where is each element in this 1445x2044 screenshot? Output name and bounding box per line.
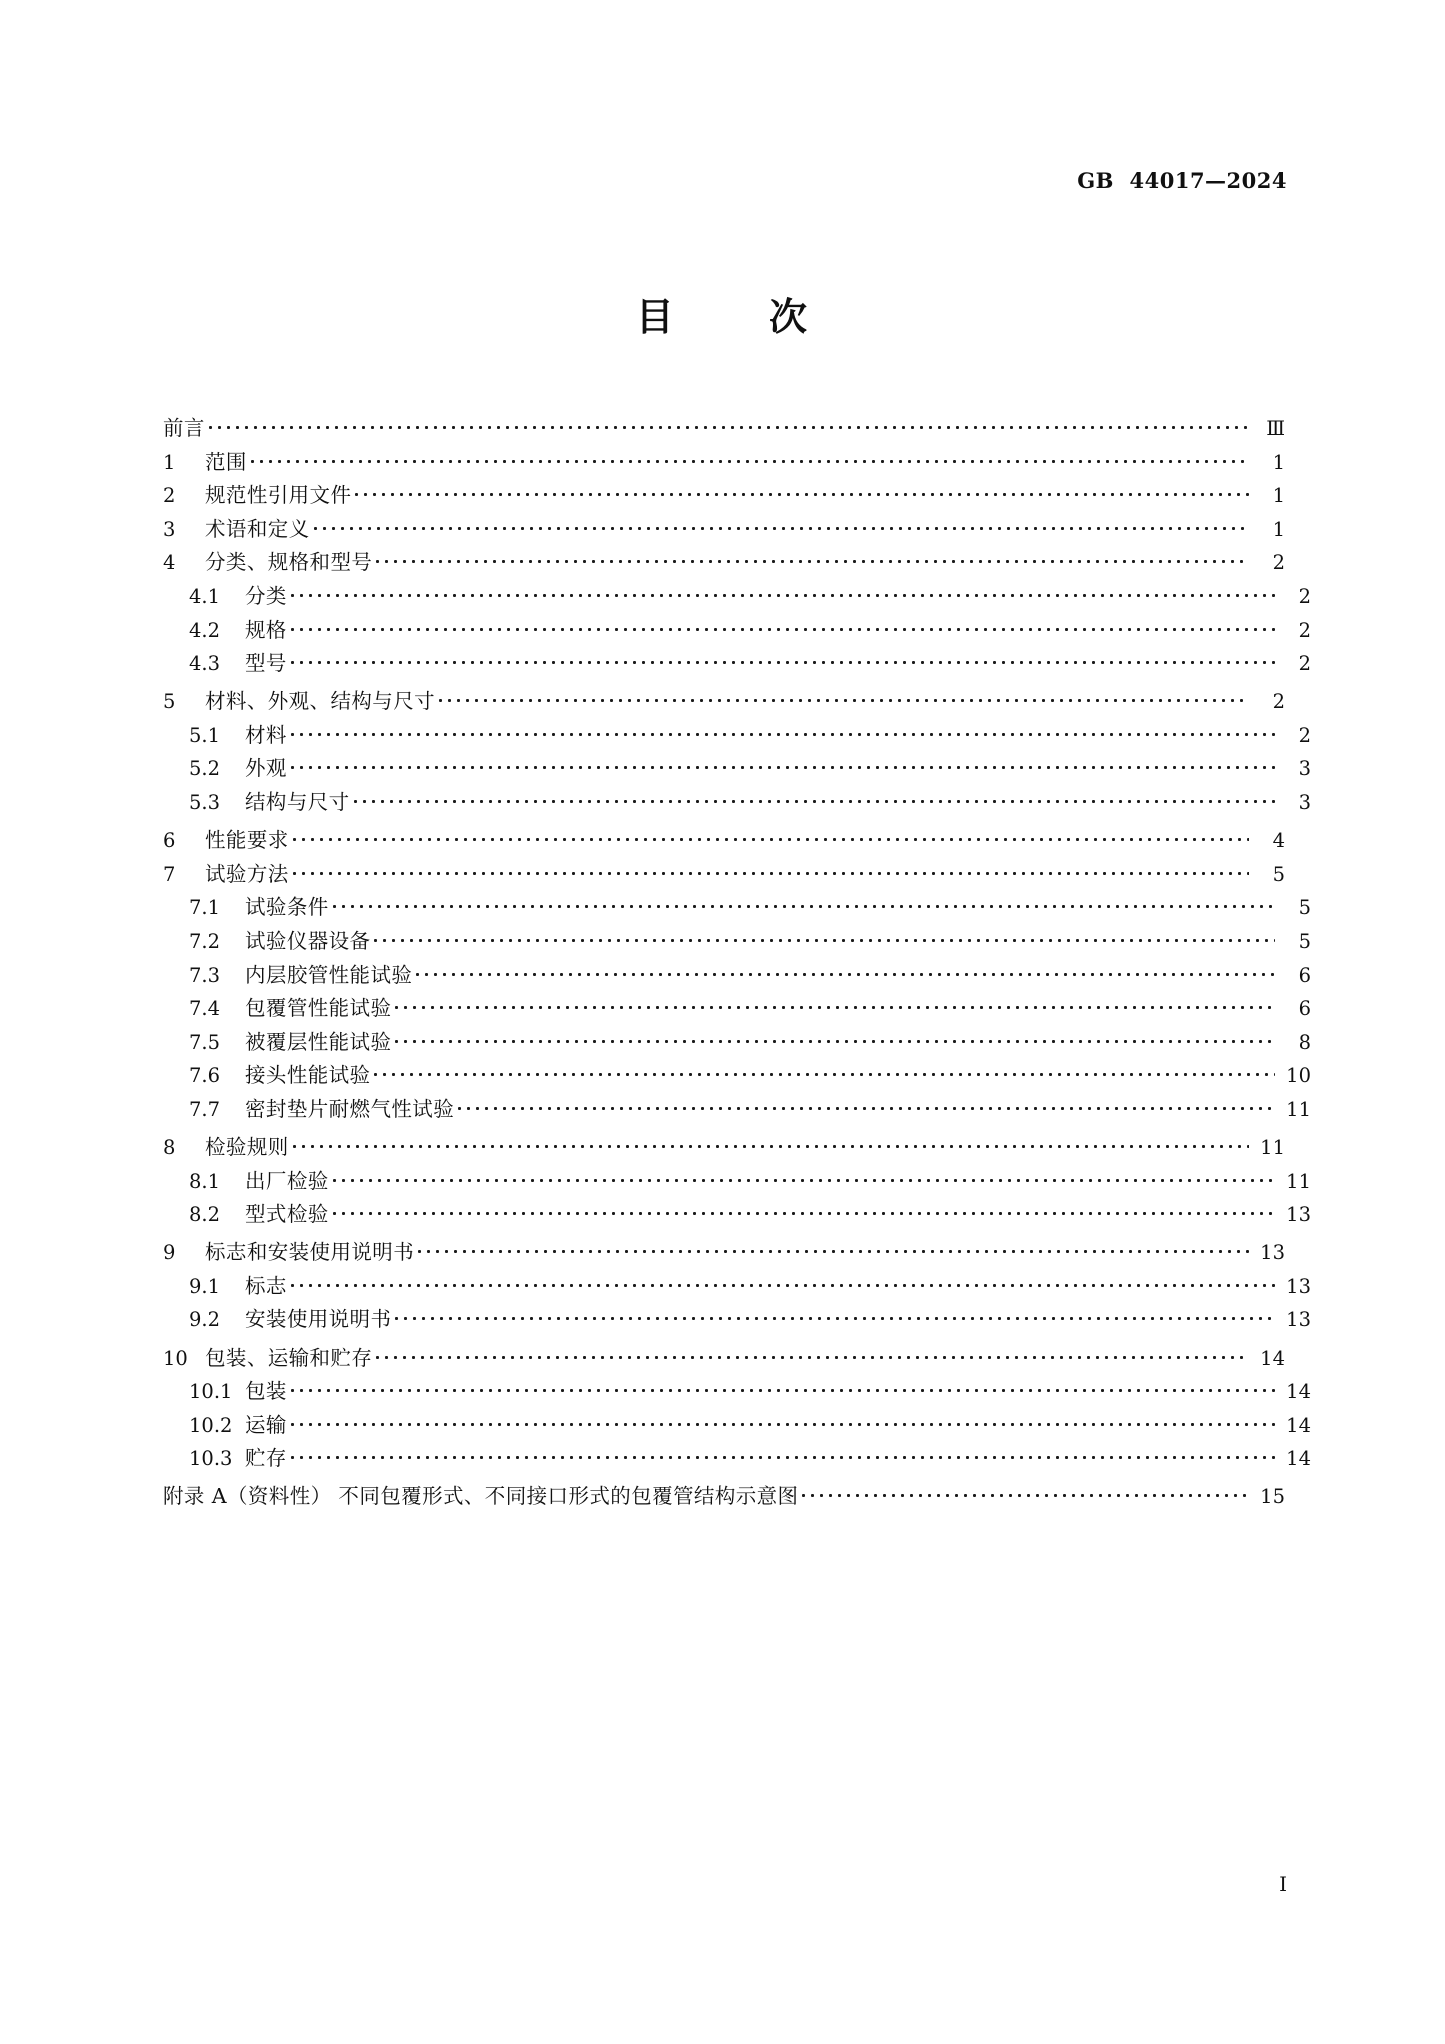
toc-leader-dots [395, 1029, 1275, 1049]
toc-entry-label: 被覆层性能试验 [245, 1029, 392, 1054]
toc-entry-page-number: 13 [1286, 1203, 1311, 1227]
toc-entry-page-number: 14 [1260, 1346, 1285, 1370]
toc-entry-page-number: 6 [1298, 963, 1311, 987]
toc-entry-page-number: 14 [1286, 1380, 1311, 1404]
toc-leader-dots [291, 617, 1275, 637]
toc-entry[interactable] [163, 786, 1311, 820]
toc-entry-label: 接头性能试验 [245, 1063, 371, 1088]
toc-entry-label: 材料 [245, 722, 287, 747]
toc-entry[interactable] [163, 1409, 1311, 1443]
toc-entry-label: 范围 [205, 449, 247, 474]
standard-code-header: GB 44017—2024 [1077, 168, 1287, 193]
toc-entry-page-number: 13 [1286, 1274, 1311, 1298]
toc-entry-number: 10.3 [189, 1447, 233, 1471]
toc-entry[interactable] [163, 1059, 1311, 1093]
toc-entry-page-number: 6 [1298, 997, 1311, 1021]
toc-entry-page-number: 13 [1260, 1241, 1285, 1265]
table-of-contents [163, 412, 1311, 1514]
toc-entry[interactable] [163, 992, 1311, 1026]
toc-entry[interactable] [163, 1026, 1311, 1060]
toc-leader-dots [293, 861, 1249, 881]
toc-leader-dots [802, 1483, 1249, 1503]
toc-entry-number: 10 [163, 1346, 188, 1370]
toc-entry-page-number: 1 [1272, 484, 1285, 508]
toc-entry-number: 9 [163, 1241, 176, 1265]
toc-entry-number: 7.7 [189, 1097, 221, 1121]
toc-entry-page-number: 5 [1298, 896, 1311, 920]
toc-entry-number: 8 [163, 1135, 176, 1159]
toc-entry-number: 9.2 [189, 1308, 221, 1332]
toc-entry-number: 7.6 [189, 1064, 221, 1088]
toc-entry-label: 包覆管性能试验 [245, 996, 392, 1021]
toc-entry-number: 9.1 [189, 1274, 221, 1298]
toc-entry-label: 贮存 [245, 1446, 287, 1471]
toc-entry[interactable] [163, 959, 1311, 993]
toc-entry-label: 型号 [245, 651, 287, 676]
toc-entry-page-number: 8 [1298, 1030, 1311, 1054]
toc-entry-label: 标志和安装使用说明书 [205, 1240, 415, 1265]
toc-leader-dots [416, 962, 1275, 982]
toc-entry-page-number: 11 [1286, 1169, 1311, 1193]
toc-entry-label: 标志 [245, 1273, 287, 1298]
toc-entry-label: 结构与尺寸 [245, 790, 350, 815]
toc-entry-page-number: 14 [1286, 1413, 1311, 1437]
toc-entry-number: 5.2 [189, 757, 221, 781]
toc-entry-page-number: 14 [1286, 1447, 1311, 1471]
toc-entry-label: 术语和定义 [205, 516, 310, 541]
toc-entry-page-number: 2 [1298, 584, 1311, 608]
toc-leader-dots [354, 789, 1275, 809]
toc-entry-page-number: 2 [1298, 652, 1311, 676]
toc-entry-label: 密封垫片耐燃气性试验 [245, 1096, 455, 1121]
toc-entry-number: 7.5 [189, 1030, 221, 1054]
toc-entry-label: 规范性引用文件 [205, 483, 352, 508]
toc-leader-dots [355, 482, 1249, 502]
toc-entry[interactable] [163, 546, 1285, 580]
toc-entry[interactable] [163, 1480, 1285, 1514]
toc-entry-number: 10.2 [189, 1413, 233, 1437]
toc-entry[interactable] [163, 580, 1311, 614]
toc-entry-number: 4.1 [189, 584, 221, 608]
toc-entry[interactable] [163, 614, 1311, 648]
toc-entry[interactable] [163, 479, 1285, 513]
toc-leader-dots [293, 827, 1249, 847]
toc-entry[interactable] [163, 858, 1285, 892]
toc-entry-page-number: 1 [1272, 450, 1285, 474]
toc-leader-dots [314, 516, 1249, 536]
toc-leader-dots [458, 1096, 1275, 1116]
toc-entry-label: 试验方法 [205, 861, 289, 886]
toc-entry-number: 7 [163, 862, 176, 886]
toc-entry-number: 7.1 [189, 896, 221, 920]
toc-entry-label: 前言 [163, 416, 205, 440]
toc-entry-page-number: 11 [1286, 1097, 1311, 1121]
toc-entry[interactable] [163, 1303, 1311, 1337]
toc-leader-dots [291, 650, 1275, 670]
toc-leader-dots [291, 1412, 1275, 1432]
toc-entry[interactable] [163, 412, 1285, 446]
toc-entry-page-number: 2 [1298, 723, 1311, 747]
toc-leader-dots [291, 1273, 1275, 1293]
toc-entry-number: 6 [163, 829, 176, 853]
toc-entry-page-number: 5 [1298, 929, 1311, 953]
toc-entry-number: 5.3 [189, 791, 221, 815]
toc-leader-dots [376, 1345, 1249, 1365]
toc-leader-dots [291, 1445, 1275, 1465]
toc-entry-label: 包装 [245, 1379, 287, 1404]
toc-leader-dots [293, 1134, 1249, 1154]
toc-entry-number: 8.2 [189, 1203, 221, 1227]
toc-entry[interactable] [163, 1093, 1311, 1127]
toc-entry-number: 5 [163, 690, 176, 714]
toc-entry[interactable] [163, 1165, 1311, 1199]
toc-leader-dots [376, 549, 1249, 569]
toc-entry[interactable] [163, 685, 1285, 719]
toc-leader-dots [209, 415, 1249, 435]
toc-entry-label: 内层胶管性能试验 [245, 962, 413, 987]
toc-entry-page-number: 15 [1260, 1485, 1285, 1509]
toc-entry-page-number: 2 [1272, 690, 1285, 714]
toc-entry-number: 4.2 [189, 618, 221, 642]
toc-leader-dots [291, 583, 1275, 603]
toc-entry-page-number: 10 [1286, 1064, 1311, 1088]
toc-entry[interactable] [163, 1198, 1311, 1232]
toc-leader-dots [333, 1201, 1275, 1221]
toc-leader-dots [333, 894, 1275, 914]
toc-entry-number: 5.1 [189, 723, 221, 747]
toc-entry-label: 出厂检验 [245, 1168, 329, 1193]
toc-entry-number: 4.3 [189, 652, 221, 676]
toc-entry[interactable] [163, 1342, 1285, 1376]
toc-entry[interactable] [163, 925, 1311, 959]
toc-entry-page-number: 1 [1272, 517, 1285, 541]
toc-entry[interactable] [163, 513, 1285, 547]
toc-leader-dots [291, 722, 1275, 742]
toc-entry-label: 型式检验 [245, 1202, 329, 1227]
toc-entry-number: 7.3 [189, 963, 221, 987]
toc-entry[interactable] [163, 1236, 1285, 1270]
toc-entry-label: 附录 A（资料性） 不同包覆形式、不同接口形式的包覆管结构示意图 [163, 1484, 799, 1509]
toc-entry-page-number: 2 [1298, 618, 1311, 642]
toc-entry-page-number: 13 [1286, 1308, 1311, 1332]
toc-leader-dots [395, 1306, 1275, 1326]
toc-entry-page-number: 4 [1272, 829, 1285, 853]
toc-entry[interactable] [163, 1375, 1311, 1409]
toc-entry-page-number: Ⅲ [1266, 417, 1285, 440]
toc-entry-number: 7.2 [189, 929, 221, 953]
toc-entry[interactable] [163, 446, 1285, 480]
toc-leader-dots [291, 755, 1275, 775]
toc-entry[interactable] [163, 647, 1311, 681]
toc-entry-number: 4 [163, 551, 176, 575]
toc-entry-label: 检验规则 [205, 1134, 289, 1159]
toc-entry-page-number: 5 [1272, 862, 1285, 886]
toc-entry-number: 7.4 [189, 997, 221, 1021]
toc-entry-number: 8.1 [189, 1169, 221, 1193]
toc-entry-number: 1 [163, 450, 176, 474]
toc-entry[interactable] [163, 1131, 1285, 1165]
toc-leader-dots [439, 688, 1249, 708]
toc-entry-label: 试验条件 [245, 895, 329, 920]
toc-entry-label: 安装使用说明书 [245, 1307, 392, 1332]
page-title: 目 次 [635, 294, 810, 339]
toc-leader-dots [374, 1062, 1275, 1082]
toc-entry[interactable] [163, 752, 1311, 786]
toc-entry-page-number: 3 [1298, 791, 1311, 815]
footer-page-number: Ⅰ [1279, 1872, 1287, 1896]
toc-entry-label: 材料、外观、结构与尺寸 [205, 689, 436, 714]
toc-entry[interactable] [163, 824, 1285, 858]
toc-entry-label: 分类、规格和型号 [205, 550, 373, 575]
toc-entry-label: 包装、运输和贮存 [205, 1345, 373, 1370]
toc-entry-number: 10.1 [189, 1380, 233, 1404]
toc-entry-page-number: 2 [1272, 551, 1285, 575]
toc-entry-label: 试验仪器设备 [245, 928, 371, 953]
toc-entry-page-number: 11 [1260, 1135, 1285, 1159]
toc-leader-dots [291, 1378, 1275, 1398]
toc-leader-dots [251, 449, 1249, 469]
toc-entry-label: 分类 [245, 583, 287, 608]
toc-entry[interactable] [163, 1270, 1311, 1304]
toc-leader-dots [374, 928, 1275, 948]
toc-leader-dots [418, 1239, 1249, 1259]
toc-entry-number: 3 [163, 517, 176, 541]
toc-entry-label: 运输 [245, 1412, 287, 1437]
toc-leader-dots [395, 995, 1275, 1015]
toc-entry[interactable] [163, 719, 1311, 753]
toc-entry-label: 性能要求 [205, 828, 289, 853]
toc-entry-number: 2 [163, 484, 176, 508]
toc-entry[interactable] [163, 891, 1311, 925]
toc-entry-label: 外观 [245, 756, 287, 781]
toc-entry-label: 规格 [245, 617, 287, 642]
toc-leader-dots [333, 1168, 1275, 1188]
toc-entry-page-number: 3 [1298, 757, 1311, 781]
toc-entry[interactable] [163, 1442, 1311, 1476]
